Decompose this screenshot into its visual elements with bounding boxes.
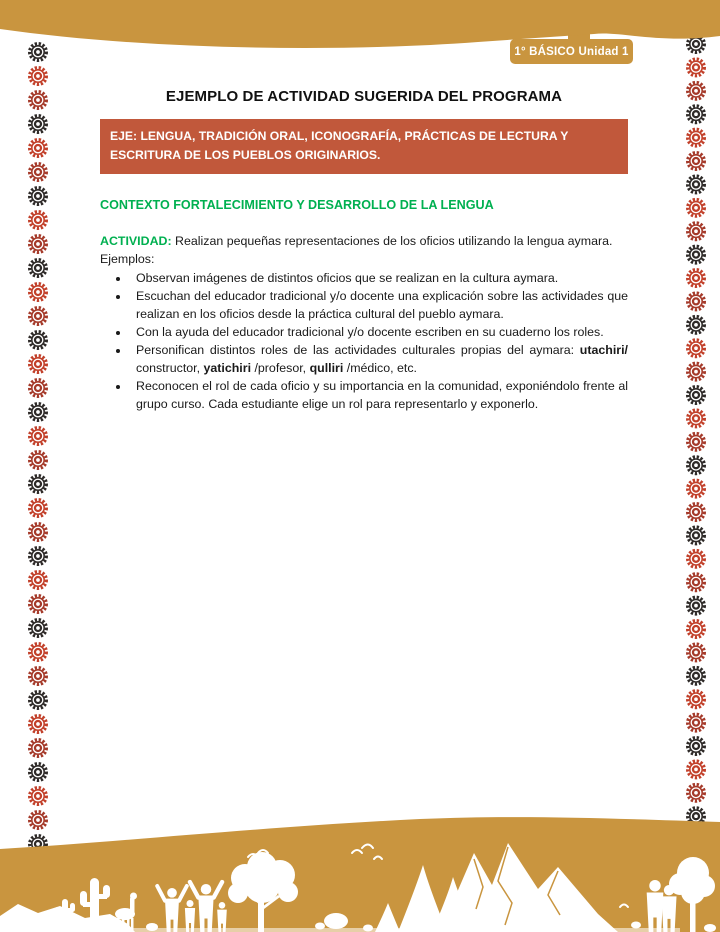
tuft: [631, 922, 641, 929]
gear-medallion-icon: [688, 340, 705, 357]
gear-medallion-icon: [688, 176, 705, 193]
gear-medallion-icon: [30, 308, 47, 325]
gear-medallion-icon: [30, 404, 47, 421]
gear-medallion-icon: [30, 668, 47, 685]
gear-medallion-icon: [688, 480, 705, 497]
gear-medallion-icon: [688, 293, 705, 310]
bullet-item: • Reconocen el rol de cada oficio y su importancia en la comunidad, exponiéndolo frente al grupo curso. Cada estudiante elige un rol para representarlo y exponerlo.: [130, 378, 628, 414]
gear-medallion-icon: [688, 550, 705, 567]
gear-medallion-icon: [688, 714, 705, 731]
gear-medallion-icon: [30, 764, 47, 781]
gear-medallion-icon: [30, 68, 47, 85]
bush-silhouette: [324, 913, 348, 929]
gear-medallion-icon: [30, 164, 47, 181]
gear-medallion-icon: [688, 621, 705, 638]
gear-medallion-icon: [688, 106, 705, 123]
gear-medallion-icon: [30, 740, 47, 757]
gear-medallion-icon: [688, 597, 705, 614]
gear-medallion-icon: [688, 644, 705, 661]
gear-medallion-icon: [30, 500, 47, 517]
gear-medallion-icon: [30, 572, 47, 589]
gear-medallion-icon: [30, 260, 47, 277]
gear-medallion-icon: [688, 410, 705, 427]
footer-silhouette-band: [0, 815, 720, 932]
examples-label: Ejemplos:: [100, 251, 155, 266]
gear-medallion-icon: [30, 428, 47, 445]
gear-medallion-icon: [688, 153, 705, 170]
page-title: EJEMPLO DE ACTIVIDAD SUGERIDA DEL PROGRAMA: [165, 88, 563, 105]
document-content: [100, 88, 628, 414]
gear-medallion-icon: [30, 620, 47, 637]
gear-medallion-icon: [30, 452, 47, 469]
gear-medallion-icon: [688, 223, 705, 240]
gear-medallion-icon: [30, 284, 47, 301]
gear-medallion-icon: [688, 387, 705, 404]
gear-medallion-icon: [30, 548, 47, 565]
activity-text: Realizan pequeñas representaciones de los oficios utilizando la lengua aymara.: [171, 233, 613, 248]
gear-medallion-icon: [688, 761, 705, 778]
gear-medallion-icon: [30, 692, 47, 709]
gear-medallion-icon: [688, 82, 705, 99]
gear-medallion-icon: [688, 784, 705, 801]
gear-medallion-icon: [688, 691, 705, 708]
gear-medallion-icon: [30, 332, 47, 349]
gear-medallion-icon: [30, 116, 47, 133]
activity-line: [100, 233, 628, 251]
left-border-gear-medallion-icons: [24, 0, 52, 932]
gear-medallion-icon: [30, 236, 47, 253]
ground-strip: [40, 928, 680, 932]
unit-badge: [510, 39, 633, 64]
gear-medallion-icon: [30, 212, 47, 229]
context-heading: CONTEXTO FORTALECIMIENTO Y DESARROLLO DE LA LENGUA: [100, 197, 494, 212]
gear-medallion-icon: [688, 270, 705, 287]
bullet-item: • Escuchan del educador tradicional y/o docente una explicación sobre las actividades que realizan en los oficios desde la práctica cultural del pueblo aymara.: [130, 288, 628, 324]
bullet-item: • Personifican distintos roles de las actividades culturales propias del aymara: utachiri/ constructor, yatichiri /profesor, qulliri /médico, etc.: [130, 342, 628, 378]
bullet-list: [130, 270, 628, 414]
gear-medallion-icon: [30, 716, 47, 733]
unit-badge-label: 1° BÁSICO Unidad 1: [514, 45, 629, 58]
gear-medallion-icon: [688, 504, 705, 521]
gear-medallion-icon: [30, 644, 47, 661]
gear-medallion-icon: [688, 129, 705, 146]
gear-medallion-icon: [30, 356, 47, 373]
gear-medallion-icon: [688, 316, 705, 333]
gear-medallion-icon: [30, 596, 47, 613]
gear-medallion-icon: [688, 363, 705, 380]
gear-medallion-icon: [30, 788, 47, 805]
activity-label: ACTIVIDAD:: [100, 233, 172, 248]
gear-medallion-icon: [688, 527, 705, 544]
gear-medallion-icon: [688, 738, 705, 755]
bullet-item: • Observan imágenes de distintos oficios que se realizan en la cultura aymara.: [130, 270, 628, 288]
gear-medallion-icon: [688, 667, 705, 684]
gear-medallion-icon: [30, 92, 47, 109]
right-border-gear-medallion-icons: [682, 0, 710, 932]
gear-medallion-icon: [30, 380, 47, 397]
gear-medallion-icon: [30, 188, 47, 205]
gear-medallion-icon: [688, 457, 705, 474]
eje-banner: EJE: LENGUA, TRADICIÓN ORAL, ICONOGRAFÍA, PRÁCTICAS DE LECTURA Y ESCRITURA DE LOS PUEBLOS ORIGINARIOS.: [100, 119, 628, 174]
gear-medallion-icon: [30, 524, 47, 541]
gear-medallion-icon: [688, 246, 705, 263]
gear-medallion-icon: [688, 433, 705, 450]
gear-medallion-icon: [688, 199, 705, 216]
bullet-item: • Con la ayuda del educador tradicional y/o docente escriben en su cuaderno los roles.: [130, 324, 628, 342]
tuft: [704, 924, 716, 932]
gear-medallion-icon: [688, 574, 705, 591]
gear-medallion-icon: [30, 476, 47, 493]
gear-medallion-icon: [30, 140, 47, 157]
